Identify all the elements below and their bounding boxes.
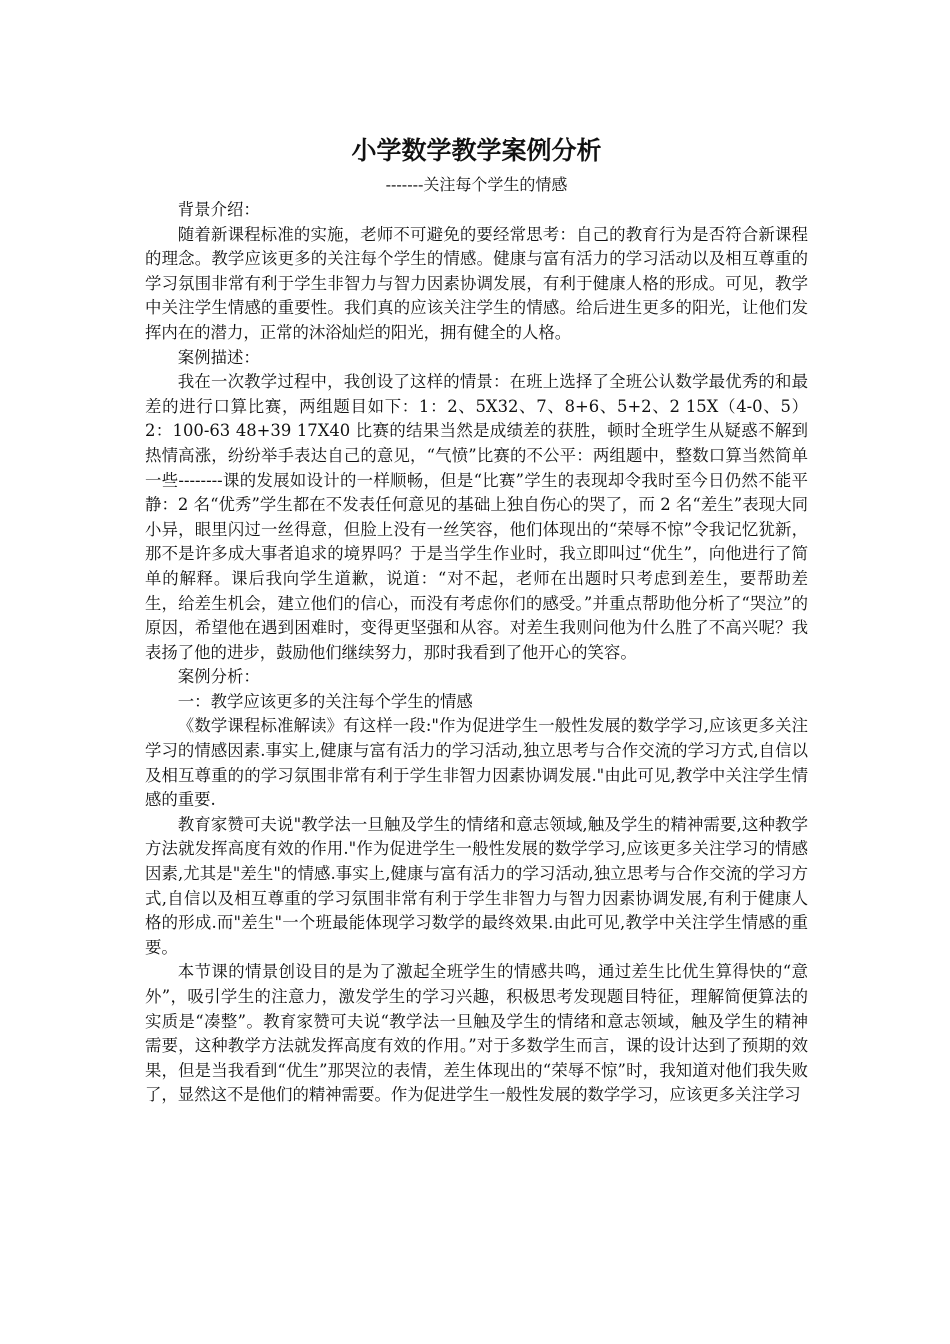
paragraph-background: 随着新课程标准的实施，老师不可避免的要经常思考：自己的教育行为是否符合新课程的理念。教学应该更多的关注每个学生的情感。健康与富有活力的学习活动以及相互尊重的学习氛围非常有利于学生非智力与智力因素协调发展，有利于健康人格的形成。可见，教学中关注学生情感的重要性。我们真的应该关注学生的情感。给后进生更多的阳光，让他们发挥内在的潜力，正常的沐浴灿烂的阳光，拥有健全的人格。 xyxy=(145,224,808,342)
paragraph-zankov-quote: 教育家赞可夫说"教学法一旦触及学生的情绪和意志领域,触及学生的精神需要,这种教学方法就发挥高度有效的作用."作为促进学生一般性发展的数学学习,应该更多关注学习的情感因素,尤其是"差生"的情感.事实上,健康与富有活力的学习活动,独立思考与合作交流的学习方式,自信以及相互尊重的学习氛围非常有利于学生非智力与智力因素协调发展,有利于健康人格的形成.而"差生"一个班最能体现学习数学的最终效果.由此可见,教学中关注学生情感的重要。 xyxy=(145,814,808,957)
subsection-heading-one: 一：教学应该更多的关注每个学生的情感 xyxy=(177,691,473,711)
section-heading-case-description: 案例描述： xyxy=(177,347,260,367)
document-body xyxy=(145,132,808,1108)
document-subtitle: -------关注每个学生的情感 xyxy=(385,175,568,194)
section-heading-background: 背景介绍： xyxy=(177,200,260,219)
paragraph-curriculum-standard: 《数学课程标准解读》有这样一段:"作为促进学生一般性发展的数学学习,应该更多关注学习的情感因素.事实上,健康与富有活力的学习活动,独立思考与合作交流的学习方式,自信以及相互尊重的的学习氛围非常有利于学生非智力因素协调发展."由此可见,教学中关注学生情感的重要. xyxy=(145,716,808,810)
section-heading-case-analysis: 案例分析： xyxy=(177,667,260,687)
paragraph-lesson-reflection: 本节课的情景创设目的是为了激起全班学生的情感共鸣，通过差生比优生算得快的“意外”，吸引学生的注意力，激发学生的学习兴趣，积极思考发现题目特征，理解简便算法的实质是“凑整”。教育家赞可夫说“教学法一旦触及学生的情绪和意志领域，触及学生的精神需要，这种教学方法就发挥高度有效的作用。”对于多数学生而言，课的设计达到了预期的效果，但是当我看到“优生”那哭泣的表情，差生体现出的“荣辱不惊”时，我知道对他们我失败了，显然这不是他们的精神需要。作为促进学生一般性发展的数学学习，应该更多关注学习 xyxy=(145,962,808,1105)
document-title: 小学数学教学案例分析 xyxy=(351,136,602,165)
paragraph-case-description: 我在一次教学过程中，我创设了这样的情景：在班上选择了全班公认数学最优秀的和最差的进行口算比赛，两组题目如下：1：2、5X32、7、8+6、5+2、2 15X（4-0、5）2：100-63 48+39 17X40 比赛的结果当然是成绩差的获胜，顿时全班学生从疑惑不解到热情高涨，纷纷举手表达自己的意见，“气愤”比赛的不公平：两组题中，整数口算当然简单一些--------课的发展如设计的一样顺畅，但是“比赛”学生的表现却令我时至今日仍然不能平静：2 名“优秀”学生都在不发表任何意见的基础上独自伤心的哭了，而 2 名“差生”表现大同小异，眼里闪过一丝得意，但脸上没有一丝笑容，他们体现出的“荣辱不惊”令我记忆犹新，那不是许多成大事者追求的境界吗？于是当学生作业时，我立即叫过“优生”，向他进行了简单的解释。课后我向学生道歉，说道：“对不起，老师在出题时只考虑到差生，要帮助差生，给差生机会，建立他们的信心，而没有考虑你们的感受。”并重点帮助他分析了“哭泣”的原因，希望他在遇到困难时，变得更坚强和从容。对差生我则问他为什么胜了不高兴呢？我表扬了他的进步，鼓励他们继续努力，那时我看到了他开心的笑容。 xyxy=(145,372,808,662)
